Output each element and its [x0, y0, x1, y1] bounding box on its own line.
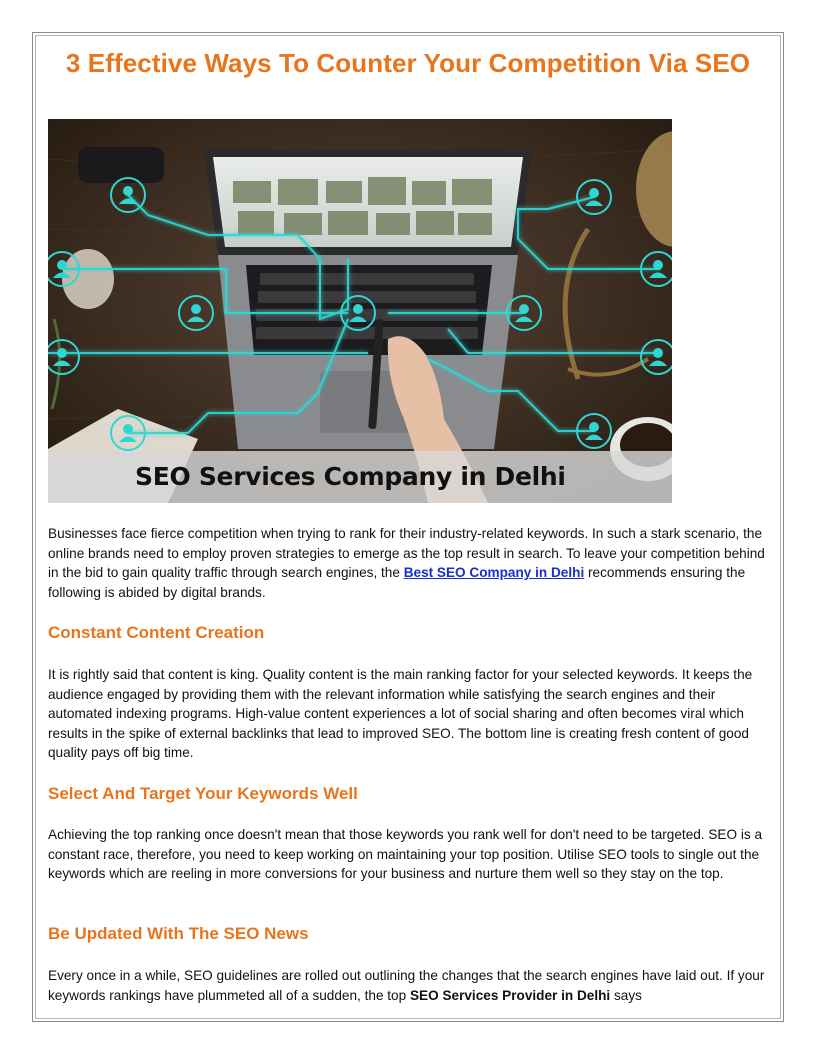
section-body-seo-news [48, 966, 770, 1005]
section-heading-seo-news: Be Updated With The SEO News [48, 924, 309, 943]
intro-text-end: recommends ensuring the following is abided by digital brands. [48, 565, 746, 600]
intro-paragraph [48, 524, 770, 602]
intro-text: Businesses face fierce competition when trying to rank for their industry-related keywords. In such a stark scenario, the online brands need to employ proven strategies to emerge as the top result in search. To leave your competition behind in the bid to gain quality traffic through search engines, the [48, 526, 765, 581]
hero-illustration [48, 119, 672, 503]
best-seo-company-link[interactable]: Best SEO Company in Delhi [403, 565, 585, 581]
seo-news-text-end: says [610, 987, 642, 1003]
section-body-keywords: Achieving the top ranking once doesn't mean that those keywords you rank well for don't need to be targeted. SEO is a constant race, therefore, you need to keep working on maintaining your top position. Utilise SEO tools to single out the keywords which are reeling in more conversions for your business and nurture them well so they stay on the top. [48, 827, 763, 882]
hero-caption-bar [48, 451, 672, 503]
section-heading-keywords: Select And Target Your Keywords Well [48, 784, 358, 803]
section-body-content-creation: It is rightly said that content is king. Quality content is the main ranking factor for your selected keywords. It keeps the audience engaged by providing them with the relevant information while satisfying the search engines and their automated indexing programs. High-value content experiences a lot of social sharing and often becomes viral which results in the spike of external backlinks that lead to improved SEO. The bottom line is creating fresh content of good quality pays off big time. [48, 667, 753, 761]
seo-provider-bold: SEO Services Provider in Delhi [409, 987, 611, 1003]
seo-news-text: Every once in a while, SEO guidelines are rolled out outlining the changes that the search engines have laid out. If your keywords rankings have plummeted all of a sudden, the top [48, 968, 765, 1003]
hero-caption: SEO Services Company in Delhi [135, 462, 566, 491]
section-heading-content-creation: Constant Content Creation [48, 623, 265, 642]
page-title: 3 Effective Ways To Counter Your Competition Via SEO [65, 48, 751, 78]
hero-image [48, 119, 672, 503]
